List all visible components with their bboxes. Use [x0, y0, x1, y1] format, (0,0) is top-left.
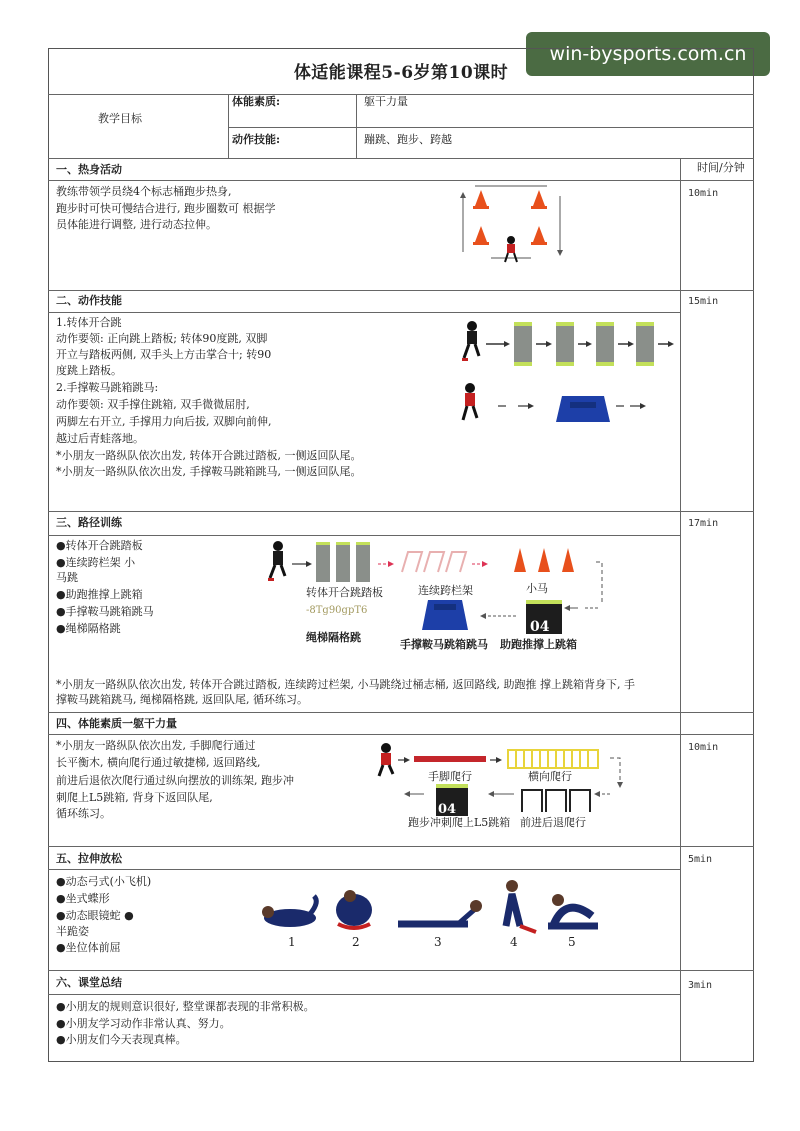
path-bullet-4: ●助跑推撑上跳箱 — [56, 588, 143, 601]
stretch-pose-1 — [262, 896, 316, 949]
path-diagram — [262, 538, 607, 654]
step-pad-icon — [596, 322, 614, 366]
summary-bullet-2: ●小朋友学习动作非常认真、努力。 — [56, 1017, 231, 1030]
objective-key-fitness: 体能素质: — [232, 95, 281, 108]
traffic-cone-icon — [473, 226, 489, 245]
balance-beam-icon — [414, 756, 486, 762]
path-label-steppad: 转体开合跳踏板 — [306, 586, 383, 599]
step-pad-icon — [556, 322, 574, 366]
section-time-warmup: 10min — [688, 188, 719, 199]
vault-box-icon — [526, 600, 562, 635]
stretch-bullet-5: ●坐位体前屈 — [56, 941, 121, 954]
rule-s3-head — [48, 535, 680, 536]
stretch-bullet-3: ●动态眼镜蛇 ● — [56, 909, 134, 922]
core-diagram — [374, 738, 630, 830]
rule-s2-end — [48, 511, 754, 512]
section-heading-core: 四、体能素质一躯干力量 — [56, 717, 177, 730]
stretch-bullet-1: ●动态弓式(小飞机) — [56, 875, 152, 888]
stretch-bullet-2: ●坐式蝶形 — [56, 892, 110, 905]
core-text-3: 前进后退依次爬行通过纵向摆放的训练架, 跑步冲 — [56, 774, 294, 787]
hurdle-icon — [424, 552, 444, 572]
traffic-cone-icon — [514, 548, 526, 572]
rule-s4-end — [48, 846, 754, 847]
running-child-icon — [379, 743, 393, 776]
skills-text-7: 两脚左右开立, 手撑用力向后拔, 双脚向前伸, — [56, 415, 272, 428]
path-bullet-6: ●绳梯隔格跳 — [56, 622, 121, 635]
skills-text-6: 动作要领: 双手撑住跳箱, 双手微微屈肘, — [56, 398, 250, 411]
rule-s4-head — [48, 734, 754, 735]
section-heading-path: 三、路径训练 — [56, 516, 122, 529]
warmup-text-3: 员体能进行调整, 进行动态拉伸。 — [56, 218, 217, 231]
warmup-text-1: 教练带领学员绕4个标志桶跑步热身, — [56, 185, 232, 198]
stretch-bullet-4: 半跪姿 — [56, 925, 89, 938]
section-heading-warmup: 一、热身活动 — [56, 163, 122, 176]
rule-s5-head — [48, 869, 680, 870]
time-column-header: 时间/分钟 — [697, 161, 745, 174]
core-label-sprint: 跑步冲刺爬上L5跳箱 — [408, 816, 511, 829]
skills-text-3: 开立与踏板两侧, 双手头上方击掌合十; 转90 — [56, 348, 272, 361]
pose-number-5: 5 — [568, 935, 576, 949]
traffic-cone-icon — [531, 226, 547, 245]
rule-s5-end — [48, 970, 754, 971]
warmup-text-2: 跑步时可快可慢结合进行, 跑步圈数可 根据学 — [56, 202, 276, 215]
section-heading-summary: 六、课堂总结 — [56, 976, 122, 989]
section-heading-skills: 二、动作技能 — [56, 294, 122, 307]
core-text-2: 长平衡木, 横向爬行通过敏捷梯, 返回路线, — [56, 756, 261, 769]
step-pad-icon — [336, 542, 350, 582]
objective-key-skill: 动作技能: — [232, 133, 281, 146]
skills-text-8: 越过后青蛙落地。 — [56, 432, 144, 445]
summary-bullet-1: ●小朋友的规则意识很好, 整堂课都表现的非常积极。 — [56, 1000, 315, 1013]
col-time — [680, 158, 681, 1062]
step-pad-icon — [636, 322, 654, 366]
objectives-label: 教学目标 — [98, 112, 142, 125]
path-bullet-1: ●转体开合跳踏板 — [56, 539, 143, 552]
path-label-hurdle: 连续跨栏架 — [418, 584, 473, 597]
section-time-path: 17min — [688, 518, 719, 529]
path-paragraph-1: *小朋友一路纵队依次出发, 转体开合跳过踏板, 连续跨过栏架, 小马跳绕过桶志桶, 返回路线, 助跑推 撑上跳箱背身下, 手 — [56, 678, 635, 691]
skills-text-1: 1.转体开合跳 — [56, 316, 122, 329]
watermark-badge: win-bysports.com.cn — [526, 32, 770, 76]
stretch-pose-3 — [398, 900, 482, 949]
path-code-label: -8Tg90gpT6 — [306, 605, 368, 616]
core-text-5: 循环练习。 — [56, 807, 111, 820]
traffic-cone-icon — [538, 548, 550, 572]
core-text-4: 刺爬上L5跳箱, 背身下返回队尾, — [56, 791, 213, 804]
col-objectives-2 — [356, 94, 357, 158]
page-title: 体适能课程5-6岁第10课时 — [293, 63, 509, 83]
skills-diagram — [458, 316, 680, 432]
stretch-pose-2 — [336, 890, 372, 949]
running-child-icon — [268, 541, 285, 581]
rule-objectives-end — [48, 158, 754, 159]
core-label-lateral: 横向爬行 — [528, 770, 572, 783]
section-time-skills: 15min — [688, 296, 719, 307]
section-time-core: 10min — [688, 742, 719, 753]
hurdle-icon — [522, 790, 590, 812]
vault-box-icon — [556, 396, 610, 422]
skills-text-9: *小朋友一路纵队依次出发, 转体开合跳过踏板, 一侧返回队尾。 — [56, 449, 362, 462]
running-child-icon — [462, 321, 479, 361]
running-child-icon — [463, 383, 477, 420]
path-bullet-5: ●手撑鞍马跳箱跳马 — [56, 605, 154, 618]
rule-s1-end — [48, 290, 754, 291]
path-bullet-2: ●连续跨栏架 小 — [56, 556, 136, 569]
traffic-cone-icon — [531, 190, 547, 209]
hurdle-icon — [446, 552, 466, 572]
skills-text-4: 度跳上踏板。 — [56, 364, 122, 377]
traffic-cone-icon — [473, 190, 489, 209]
path-label-vault: 手撑鞍马跳箱跳马 — [400, 638, 488, 651]
stretch-diagram — [258, 874, 610, 954]
stretch-pose-4 — [506, 880, 536, 949]
vault-box-icon — [422, 600, 468, 630]
rule-objectives-mid — [228, 127, 754, 128]
pose-number-4: 4 — [510, 935, 518, 949]
core-label-crawl: 手脚爬行 — [428, 770, 472, 783]
vault-box-icon — [436, 784, 468, 817]
path-bullet-3: 马跳 — [56, 571, 78, 584]
skills-text-10: *小朋友一路纵队依次出发, 手撑鞍马跳箱跳马, 一侧返回队尾。 — [56, 465, 362, 478]
arrow-icon — [596, 562, 602, 604]
core-text-1: *小朋友一路纵队依次出发, 手脚爬行通过 — [56, 739, 256, 752]
section-time-summary: 3min — [688, 980, 713, 991]
hurdle-icon — [402, 552, 422, 572]
core-label-back: 前进后退爬行 — [520, 816, 586, 829]
skills-text-5: 2.手撑鞍马跳箱跳马: — [56, 381, 159, 394]
col-objectives-1 — [228, 94, 229, 158]
rule-s1-head — [48, 180, 754, 181]
stretch-pose-5 — [548, 894, 598, 949]
pose-number-1: 1 — [288, 935, 296, 949]
pose-number-3: 3 — [434, 935, 442, 949]
warmup-diagram — [455, 182, 575, 270]
rule-s6-head — [48, 994, 680, 995]
step-pad-icon — [316, 542, 330, 582]
skills-text-2: 动作要领: 正向跳上踏板; 转体90度跳, 双脚 — [56, 332, 268, 345]
path-label-pony: 小马 — [526, 582, 548, 595]
rule-s2-head — [48, 312, 680, 313]
objective-value-skill: 蹦跳、跑步、跨越 — [364, 133, 452, 146]
traffic-cone-icon — [562, 548, 574, 572]
section-time-stretch: 5min — [688, 854, 713, 865]
path-paragraph-2: 撑鞍马跳箱跳马, 绳梯隔格跳, 返回队尾, 循环练习。 — [56, 693, 308, 706]
path-label-box: 助跑推撑上跳箱 — [500, 638, 577, 651]
rule-s3-end — [48, 712, 754, 713]
path-label-ladder: 绳梯隔格跳 — [306, 631, 361, 644]
pose-number-2: 2 — [352, 935, 360, 949]
arrow-icon — [610, 758, 620, 784]
agility-ladder-icon — [508, 750, 598, 768]
objective-value-fitness: 躯干力量 — [364, 95, 408, 108]
step-pad-icon — [356, 542, 370, 582]
step-pad-icon — [514, 322, 532, 366]
section-heading-stretch: 五、拉伸放松 — [56, 852, 122, 865]
core-box-number: 04 — [438, 802, 457, 817]
summary-bullet-3: ●小朋友们今天表现真棒。 — [56, 1033, 187, 1046]
box-number: 04 — [530, 619, 550, 635]
